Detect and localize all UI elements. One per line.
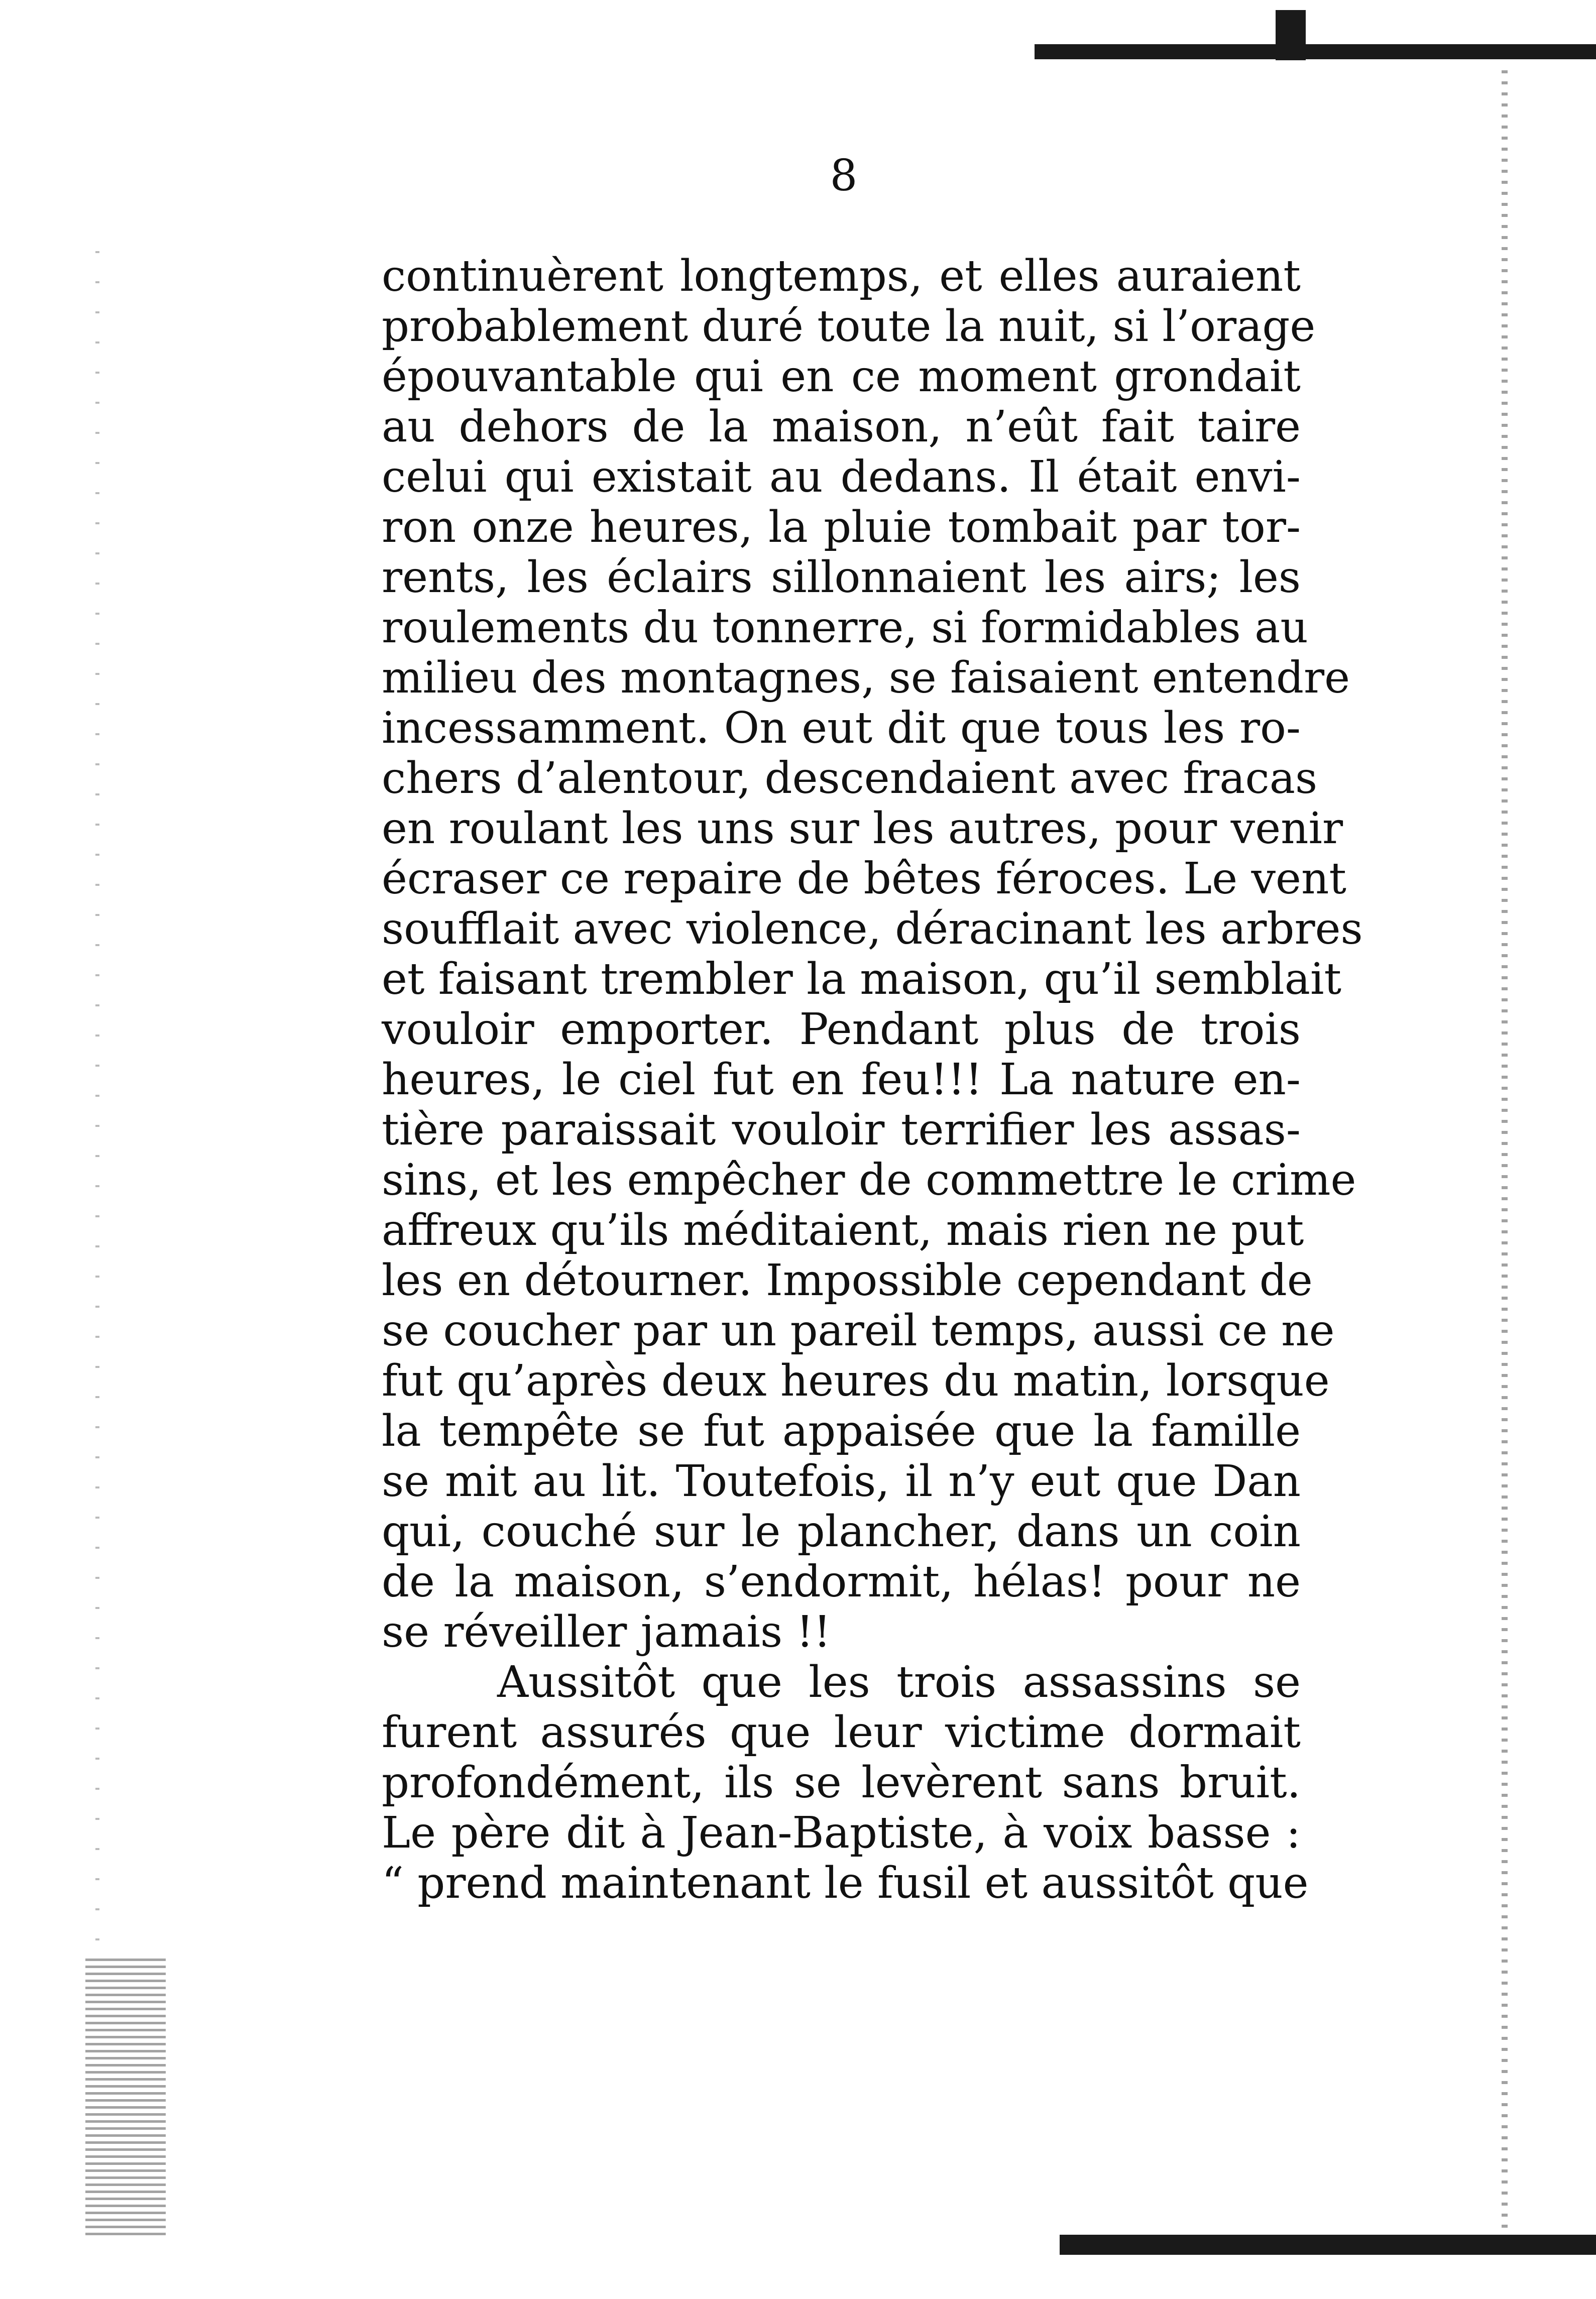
text-line: vouloir emporter. Pendant plus de trois <box>382 1004 1301 1055</box>
text-line: celui qui existait au dedans. Il était envi- <box>382 452 1301 502</box>
text-line: rents, les éclairs sillonnaient les airs; les <box>382 552 1301 603</box>
text-line: heures, le ciel fut en feu!!! La nature en- <box>382 1055 1301 1105</box>
text-line: se réveiller jamais !! <box>382 1607 831 1657</box>
text-line: Le père dit à Jean-Baptiste, à voix basse : <box>382 1808 1301 1858</box>
text-line: incessamment. On eut dit que tous les ro- <box>382 703 1301 753</box>
text-line: au dehors de la maison, n’eût fait taire <box>382 402 1301 452</box>
scan-edge-bottom <box>1060 2235 1596 2255</box>
text-line: de la maison, s’endormit, hélas! pour ne <box>382 1557 1301 1607</box>
text-line: soufflait avec violence, déracinant les arbres <box>382 904 1363 954</box>
text-line: en roulant les uns sur les autres, pour venir <box>382 803 1343 854</box>
text-line: écraser ce repaire de bêtes féroces. Le vent <box>382 854 1346 904</box>
text-line: profondément, ils se levèrent sans bruit. <box>382 1758 1301 1808</box>
scan-edge-notch <box>1276 10 1306 60</box>
text-line: ron onze heures, la pluie tombait par tor- <box>382 502 1301 552</box>
page-number: 8 <box>830 151 858 201</box>
body-text <box>382 251 1363 1908</box>
text-line: se coucher par un pareil temps, aussi ce ne <box>382 1306 1335 1356</box>
text-line: milieu des montagnes, se faisaient entendre <box>382 653 1350 703</box>
scan-edge-top <box>1035 44 1596 59</box>
text-line: épouvantable qui en ce moment grondait <box>382 352 1301 402</box>
scan-edge-left-dots <box>95 251 99 1959</box>
text-line: probablement duré toute la nuit, si l’orage <box>382 301 1316 352</box>
text-line: “ prend maintenant le fusil et aussitôt que <box>382 1858 1309 1908</box>
text-line: et faisant trembler la maison, qu’il semblait <box>382 954 1342 1004</box>
text-line: fut qu’après deux heures du matin, lorsque <box>382 1356 1330 1406</box>
text-line: continuèrent longtemps, et elles auraient <box>382 251 1301 301</box>
text-line: tière paraissait vouloir terrifier les assas- <box>382 1105 1301 1155</box>
text-line: sins, et les empêcher de commettre le crime <box>382 1155 1356 1205</box>
text-line: se mit au lit. Toutefois, il n’y eut que Dan <box>382 1456 1301 1507</box>
text-line: roulements du tonnerre, si formidables au <box>382 603 1308 653</box>
text-line: chers d’alentour, descendaient avec fracas <box>382 753 1318 803</box>
text-line: qui, couché sur le plancher, dans un coin <box>382 1507 1301 1557</box>
text-line: furent assurés que leur victime dormait <box>382 1707 1301 1758</box>
scan-edge-right <box>1502 70 1508 2230</box>
text-line: affreux qu’ils méditaient, mais rien ne put <box>382 1205 1304 1255</box>
text-line: Aussitôt que les trois assassins se <box>497 1657 1301 1707</box>
text-line: les en détourner. Impossible cependant de <box>382 1255 1313 1306</box>
text-line: la tempête se fut appaisée que la famille <box>382 1406 1301 1456</box>
scan-edge-left <box>85 1959 166 2240</box>
